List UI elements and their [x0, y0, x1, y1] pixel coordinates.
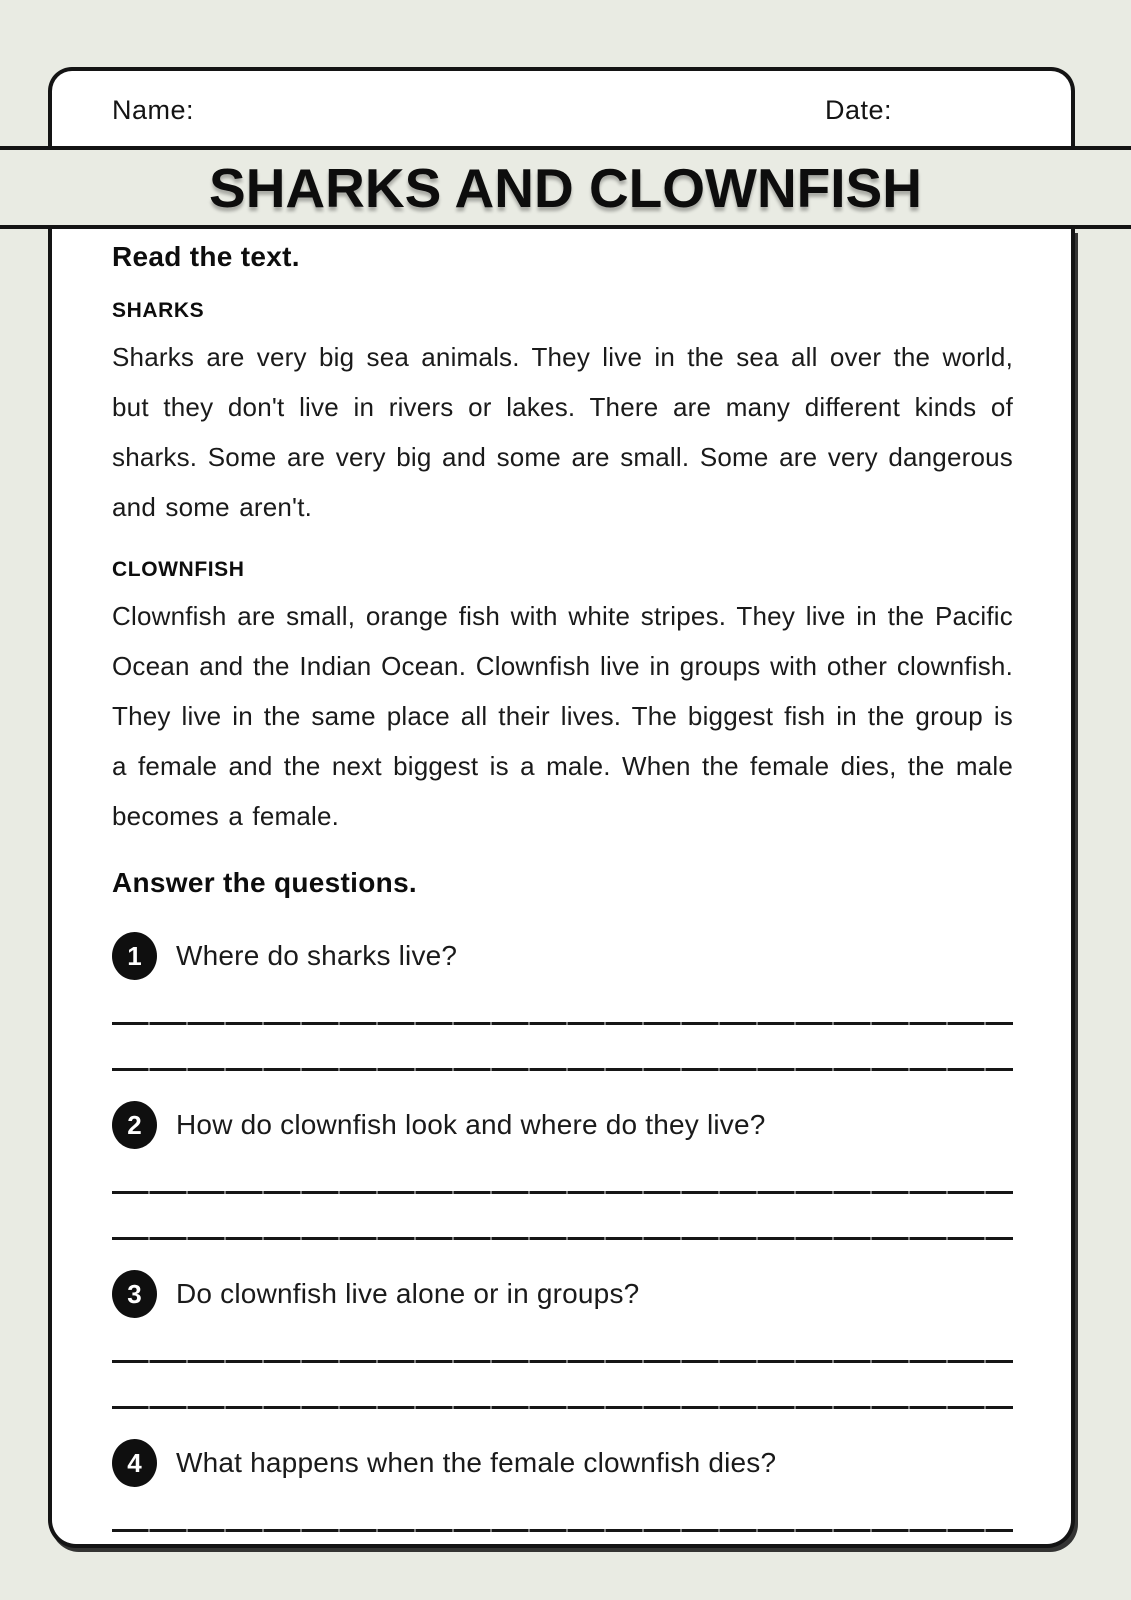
question-4-text: What happens when the female clownfish dies?	[176, 1447, 777, 1478]
question-3-text: Do clownfish live alone or in groups?	[176, 1278, 640, 1309]
question-2	[112, 1101, 1013, 1149]
question-3-answer-line-1[interactable]	[112, 1360, 1013, 1363]
name-date-box	[48, 67, 1075, 146]
question-2-answer-line-2[interactable]	[112, 1237, 1013, 1240]
content-box	[48, 229, 1075, 1548]
title-band	[0, 146, 1131, 229]
question-1-answer-line-2[interactable]	[112, 1068, 1013, 1071]
question-3-number-badge: 3	[112, 1270, 157, 1318]
question-1-answer-line-1[interactable]	[112, 1022, 1013, 1025]
passage-text-sharks: Sharks are very big sea animals. They live in the sea all over the world, but they don't live in rivers or lakes. There are many different kinds of sharks. Some are very big and some are small. Some are very dangerous and some aren't.	[112, 342, 1013, 522]
question-2-answer-line-1[interactable]	[112, 1191, 1013, 1194]
page-title: SHARKS AND CLOWNFISH	[209, 156, 922, 219]
question-1-number-badge: 1	[112, 932, 157, 980]
question-1	[112, 932, 1013, 980]
name-label: Name:	[112, 95, 195, 125]
question-3	[112, 1270, 1013, 1318]
question-3-answer-line-2[interactable]	[112, 1406, 1013, 1409]
question-1-text: Where do sharks live?	[176, 940, 458, 971]
question-4	[112, 1439, 1013, 1487]
date-label: Date:	[825, 95, 893, 125]
question-4-answer-line-1[interactable]	[112, 1529, 1013, 1532]
passage-text-clownfish: Clownfish are small, orange fish with white stripes. They live in the Pacific Ocean and the Indian Ocean. Clownfish live in groups with other clownfish. They live in the same place all their lives. The biggest fish in the group is a female and the next biggest is a male. When the female dies, the male becomes a female.	[112, 601, 1013, 831]
question-2-text: How do clownfish look and where do they live?	[176, 1109, 766, 1140]
question-2-number-badge: 2	[112, 1101, 157, 1149]
read-instruction: Read the text.	[112, 241, 300, 272]
answer-instruction: Answer the questions.	[112, 867, 418, 898]
page-top-margin	[0, 0, 1131, 67]
passage-heading-sharks: SHARKS	[112, 299, 205, 322]
passage-heading-clownfish: CLOWNFISH	[112, 558, 245, 581]
question-4-number-badge: 4	[112, 1439, 157, 1487]
